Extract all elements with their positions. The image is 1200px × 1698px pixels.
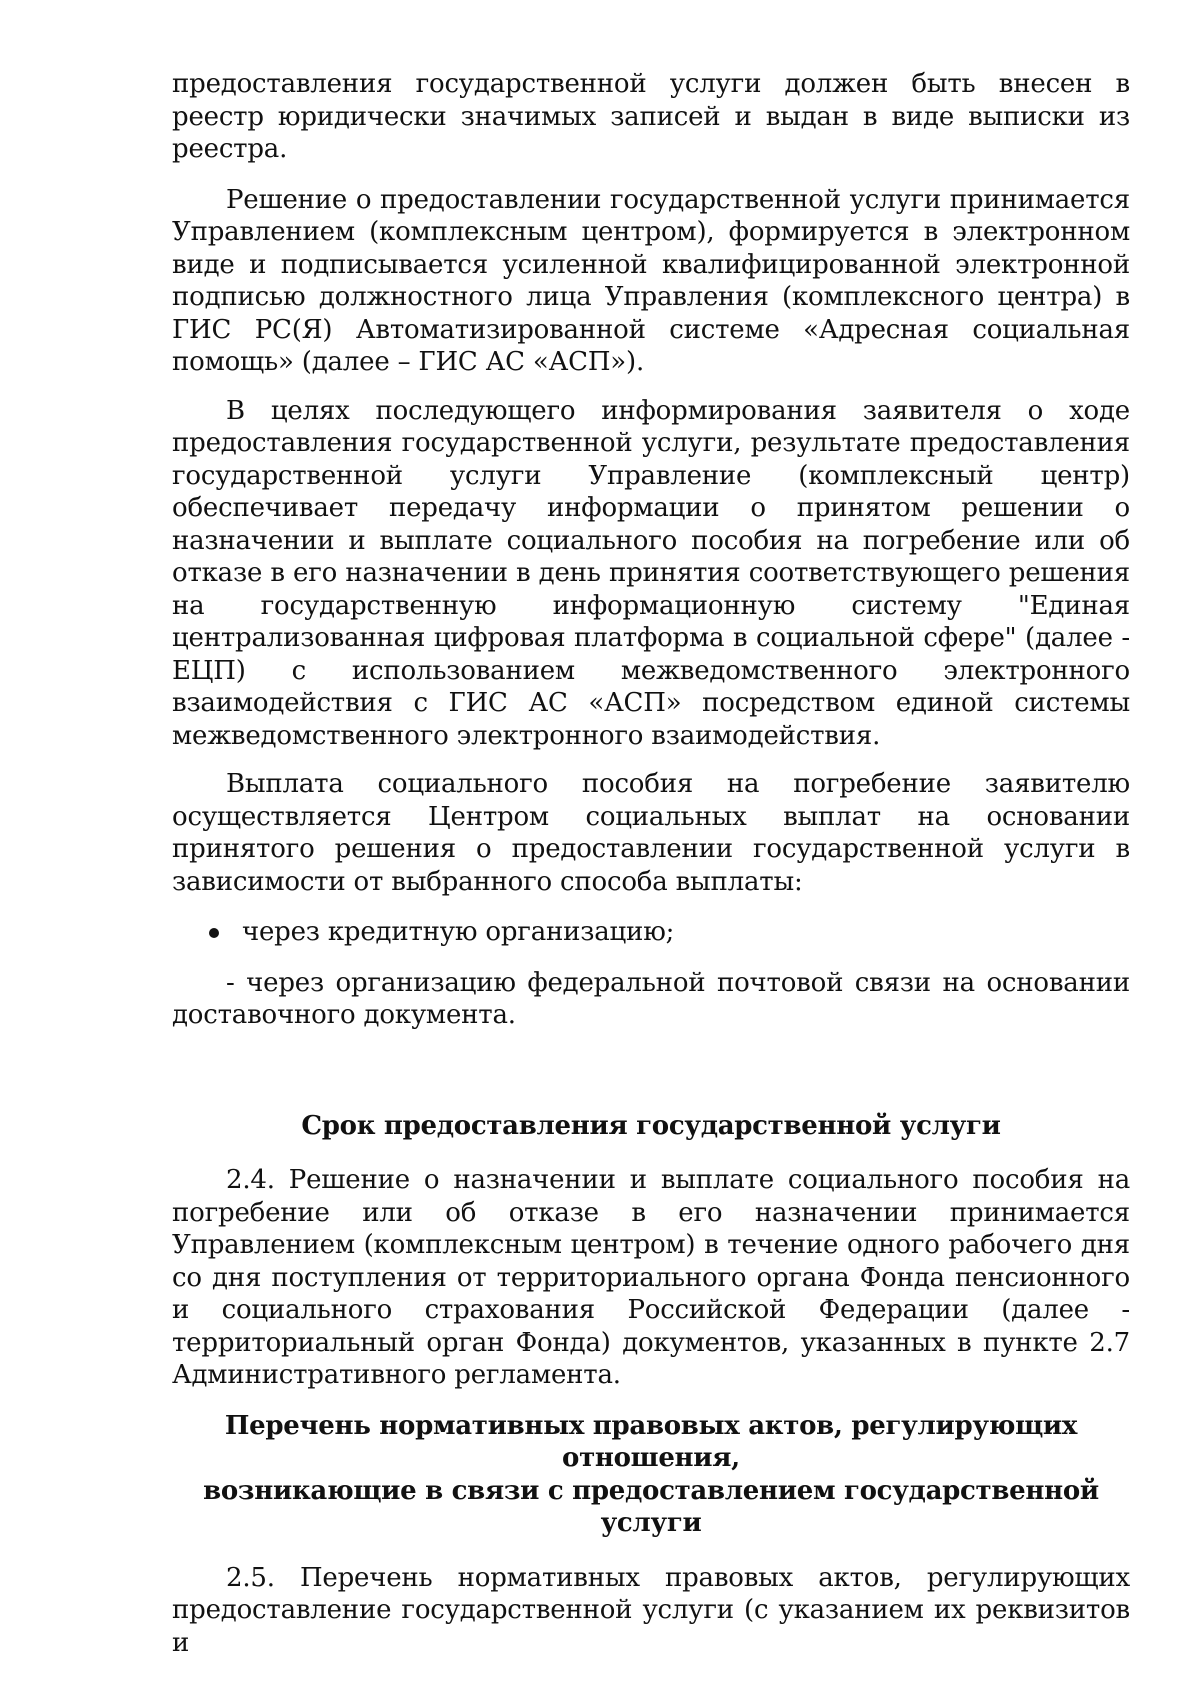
heading-acts-line-2: возникающие в связи с предоставлением государственной услуги	[203, 1475, 1099, 1538]
heading-term: Срок предоставления государственной услуги	[301, 1110, 1001, 1141]
paragraph-decision: Решение о предоставлении государственной услуги принимается Управлением (комплексным центром), формируется в электронном виде и подписывается усиленной квалифицированной электронной подписью должностного лица Управления (комплексного центра) в ГИС РС(Я) Автоматизированной системе «Адресная социальная помощь» (далее – ГИС АС «АСП»).	[172, 184, 1130, 377]
paragraph-information: В целях последующего информирования заявителя о ходе предоставления государственной услуги, результате предоставления государственной услуги Управление (комплексный центр) обеспечивает передачу информации о принятом решении о назначении и выплате социального пособия на погребение или об отказе в его назначении в день принятия соответствующего решения на государственную информационную систему "Единая централизованная цифровая платформа в социальной сфере" (далее - ЕЦП) с использованием межведомственного электронного взаимодействия с ГИС АС «АСП» посредством единой системы межведомственного электронного взаимодействия.	[172, 395, 1130, 751]
bullet-icon	[209, 928, 219, 938]
heading-acts-line-1: Перечень нормативных правовых актов, регулирующих отношения,	[224, 1410, 1078, 1473]
paragraph-2-5: 2.5. Перечень нормативных правовых актов, регулирующих предоставление государственной услуги (с указанием их реквизитов и	[172, 1562, 1130, 1658]
paragraph-postal: - через организацию федеральной почтовой связи на основании доставочного документа.	[172, 967, 1130, 1030]
list-item-credit-text: через кредитную организацию;	[242, 917, 675, 947]
document-page	[172, 68, 1130, 1659]
list-item-credit	[172, 916, 1130, 949]
heading-acts	[172, 1410, 1130, 1540]
paragraph-payment: Выплата социального пособия на погребение заявителю осуществляется Центром социальных выплат на основании принятого решения о предоставлении государственной услуги в зависимости от выбранного способа выплаты:	[172, 769, 1130, 897]
paragraph-continuation: предоставления государственной услуги должен быть внесен в реестр юридически значимых записей и выдан в виде выписки из реестра.	[172, 69, 1130, 164]
paragraph-2-4: 2.4. Решение о назначении и выплате социального пособия на погребение или об отказе в его назначении принимается Управлением (комплексным центром) в течение одного рабочего дня со дня поступления от территориального органа Фонда пенсионного и социального страхования Российской Федерации (далее - территориальный орган Фонда) документов, указанных в пункте 2.7 Административного регламента.	[172, 1165, 1130, 1390]
